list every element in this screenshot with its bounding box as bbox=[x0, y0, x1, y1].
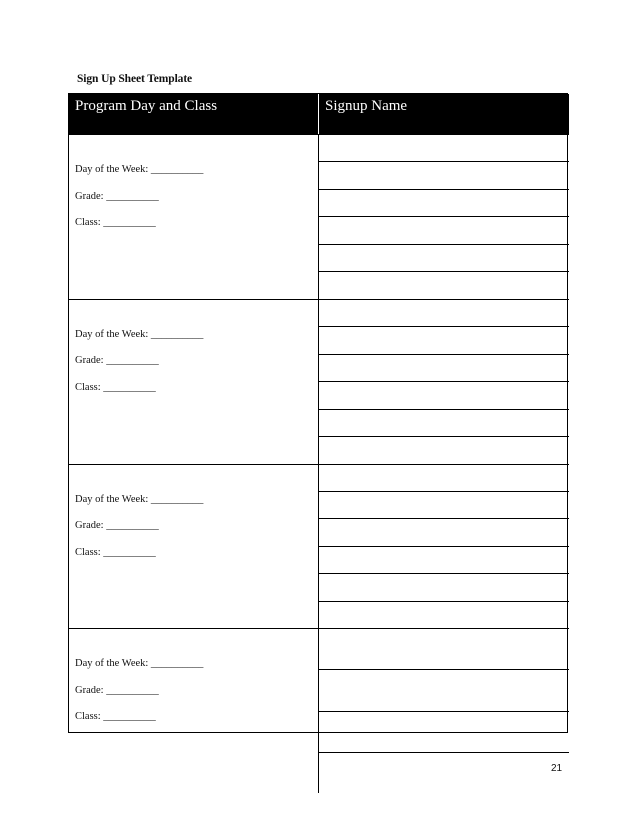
signup-cell bbox=[319, 464, 569, 629]
day-of-week-field: Day of the Week: __________ bbox=[75, 328, 204, 340]
signup-name-line[interactable] bbox=[319, 546, 569, 573]
signup-name-line[interactable] bbox=[319, 491, 569, 518]
class-field: Class: __________ bbox=[75, 546, 156, 558]
signup-name-line[interactable] bbox=[319, 669, 569, 710]
signup-cell bbox=[319, 134, 569, 299]
signup-table bbox=[68, 93, 568, 733]
class-field: Class: __________ bbox=[75, 217, 156, 228]
day-of-week-field: Day of the Week: __________ bbox=[75, 658, 204, 670]
signup-name-line[interactable] bbox=[319, 409, 569, 436]
program-cell bbox=[69, 464, 319, 629]
signup-name-line[interactable] bbox=[319, 161, 569, 188]
signup-name-line[interactable] bbox=[319, 381, 569, 408]
grade-field: Grade: __________ bbox=[75, 355, 159, 367]
signup-cell bbox=[319, 299, 569, 464]
page-number: 21 bbox=[551, 763, 563, 774]
signup-name-line[interactable] bbox=[319, 573, 569, 600]
signup-name-line[interactable] bbox=[319, 300, 569, 326]
signup-name-line[interactable] bbox=[319, 271, 569, 298]
class-field: Class: __________ bbox=[75, 711, 156, 723]
signup-name-line[interactable] bbox=[319, 629, 569, 669]
signup-name-line[interactable] bbox=[319, 465, 569, 491]
program-cell bbox=[69, 299, 319, 464]
day-of-week-field: Day of the Week: __________ bbox=[75, 164, 204, 175]
signup-name-line[interactable] bbox=[319, 518, 569, 545]
document-title: Sign Up Sheet Template bbox=[77, 73, 193, 85]
program-cell bbox=[69, 628, 319, 793]
grade-field: Grade: __________ bbox=[75, 520, 159, 531]
signup-name-line[interactable] bbox=[319, 436, 569, 463]
signup-name-line[interactable] bbox=[319, 244, 569, 271]
class-field: Class: __________ bbox=[75, 381, 156, 393]
signup-name-line[interactable] bbox=[319, 326, 569, 353]
grade-field: Grade: __________ bbox=[75, 190, 159, 202]
signup-name-line[interactable] bbox=[319, 752, 569, 793]
header-program-day-and-class: Program Day and Class bbox=[69, 94, 319, 134]
signup-name-line[interactable] bbox=[319, 354, 569, 381]
signup-cell bbox=[319, 628, 569, 793]
signup-name-line[interactable] bbox=[319, 189, 569, 216]
header-signup-name: Signup Name bbox=[319, 94, 569, 134]
signup-name-line[interactable] bbox=[319, 601, 569, 628]
day-of-week-field: Day of the Week: __________ bbox=[75, 493, 204, 505]
signup-name-line[interactable] bbox=[319, 135, 569, 161]
signup-name-line[interactable] bbox=[319, 711, 569, 752]
program-cell bbox=[69, 134, 319, 299]
grade-field: Grade: __________ bbox=[75, 684, 159, 696]
signup-name-line[interactable] bbox=[319, 216, 569, 243]
